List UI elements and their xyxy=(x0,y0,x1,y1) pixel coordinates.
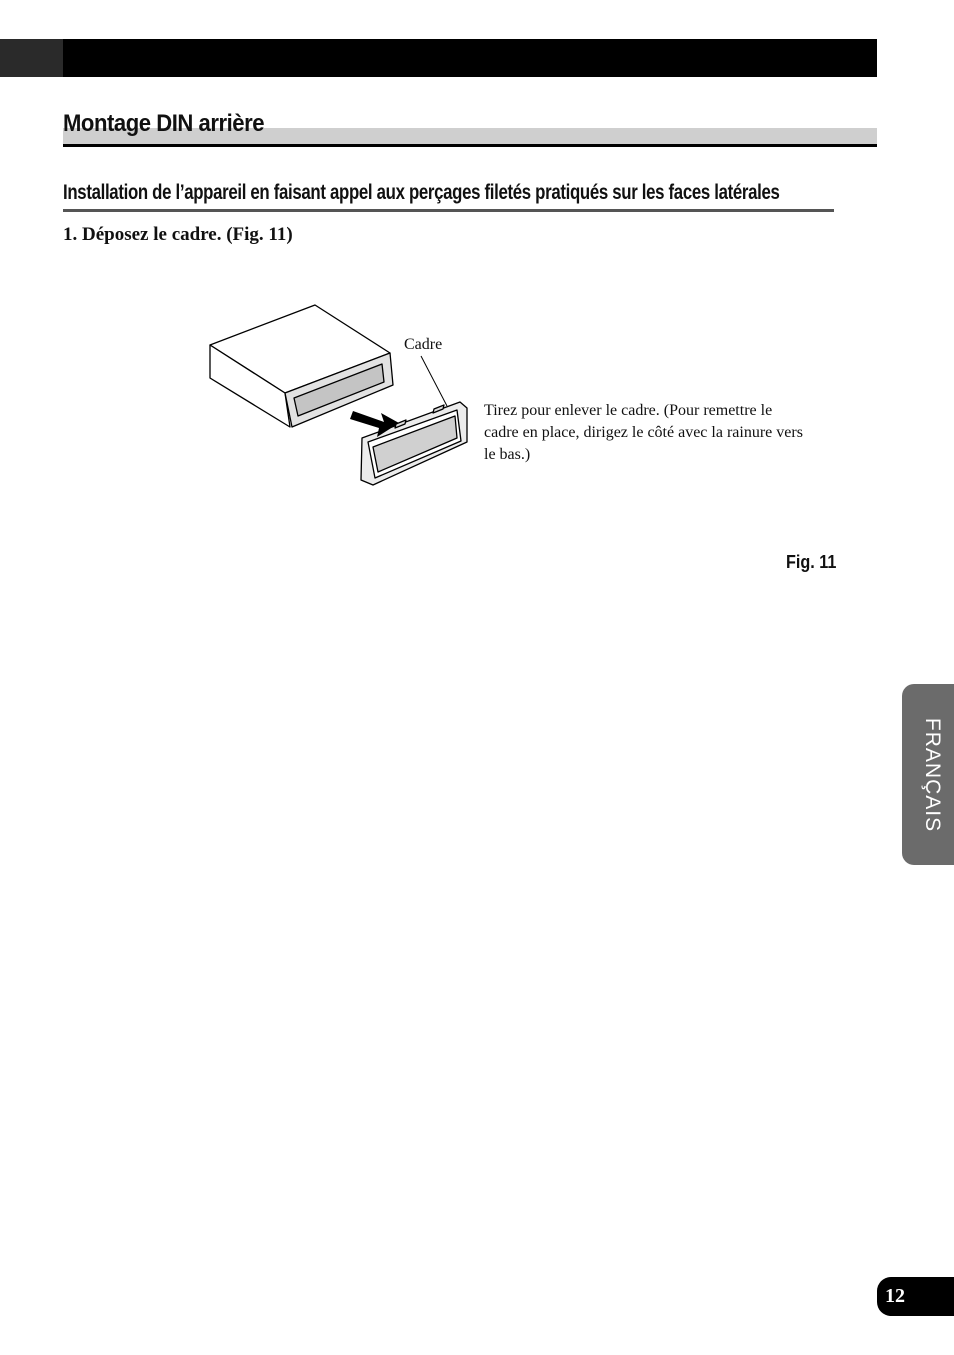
figure-label: Fig. 11 xyxy=(786,552,837,572)
cadre-leader-line xyxy=(421,356,447,406)
language-side-tab xyxy=(902,684,954,865)
frame-removal-illustration xyxy=(205,298,475,493)
page-number: 12 xyxy=(877,1277,954,1316)
figure-caption: Tirez pour enlever le cadre. (Pour remettre le cadre en place, dirigez le côté avec la rainure vers le bas.) xyxy=(484,402,803,463)
header-bar xyxy=(63,39,877,77)
header-bar-accent xyxy=(0,39,63,77)
language-label: FRANÇAIS xyxy=(921,717,944,832)
cadre-label: Cadre xyxy=(404,336,443,353)
section-title-rule xyxy=(63,144,877,147)
subsection-rule xyxy=(63,209,834,212)
step-1: 1. Déposez le cadre. (Fig. 11) xyxy=(63,224,293,245)
section-title: Montage DIN arrière xyxy=(63,110,265,137)
subsection-title: Installation de l’appareil en faisant appel aux perçages filetés pratiqués sur les faces latérales xyxy=(63,181,780,204)
